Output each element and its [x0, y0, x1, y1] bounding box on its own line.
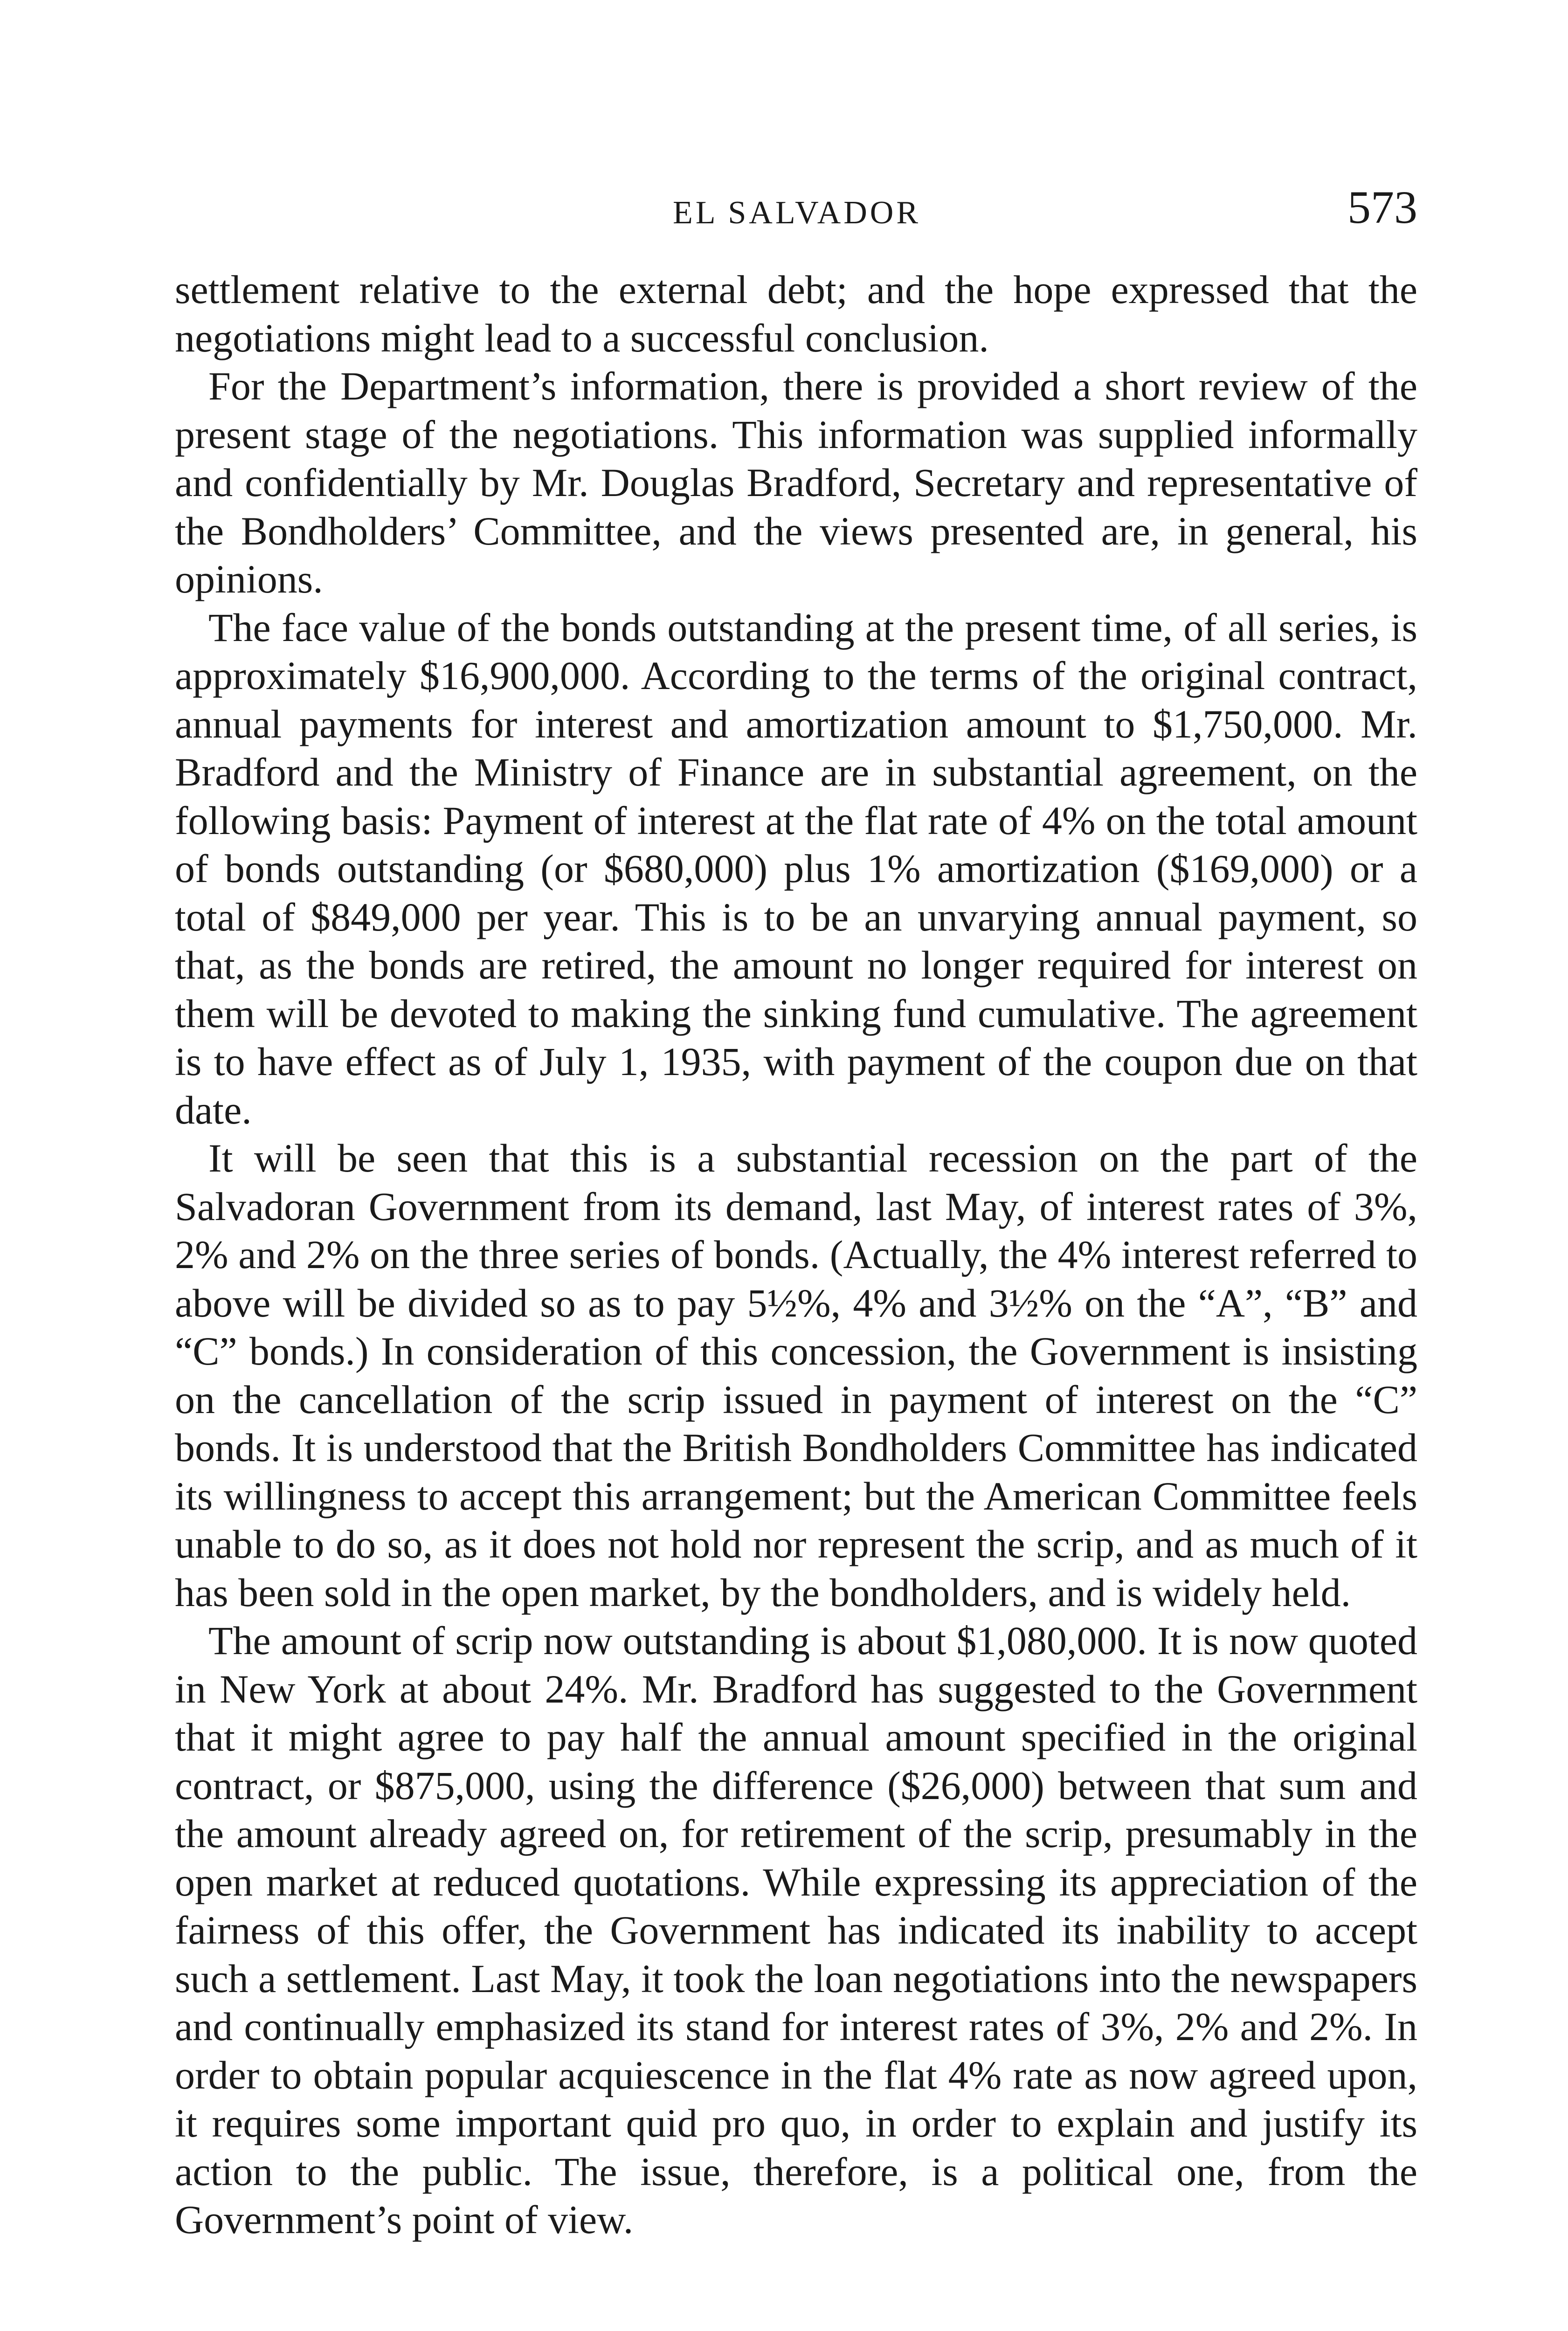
paragraph: The amount of scrip now outstanding is about $1,080,000. It is now quoted in New York at about 24%. Mr. Bradford has suggested to the Government that it might agree to pay half the annual amount specified in the original contract, or $875,000, using the difference ($26,000) between that sum and the amount already agreed on, for retirement of the scrip, presumably in the open market at reduced quotations. While expressing its appreciation of the fairness of this offer, the Government has indicated its inability to accept such a settlement. Last May, it took the loan negotiations into the newspapers and continually emphasized its stand for interest rates of 3%, 2% and 2%. In order to obtain popular acquiescence in the flat 4% rate as now agreed upon, it requires some important quid pro quo, in order to explain and justify its action to the public. The issue, therefore, is a political one, from the Government’s point of view. [175, 1618, 1417, 2242]
paragraph: The face value of the bonds outstanding at the present time, of all series, is approximately $16,900,000. According to the terms of the original contract, annual payments for interest and amortization amount to $1,750,000. Mr. Bradford and the Ministry of Finance are in substantial agreement, on the following basis: Payment of interest at the flat rate of 4% on the total amount of bonds outstanding (or $680,000) plus 1% amortization ($169,000) or a total of $849,000 per year. This is to be an unvarying annual payment, so that, as the bonds are retired, the amount no longer required for interest on them will be devoted to making the sinking fund cumulative. The agreement is to have effect as of July 1, 1935, with payment of the coupon due on that date. [175, 605, 1417, 1132]
paragraph-continued: settlement relative to the external debt; and the hope expressed that the negotiations might lead to a successful conclusion. [175, 267, 1417, 360]
running-title: EL SALVADOR [672, 195, 921, 231]
body-text [175, 266, 1417, 2244]
page-number: 573 [1347, 181, 1417, 233]
paragraph: For the Department’s information, there is provided a short review of the present stage of the negotiations. This information was supplied informally and confidentially by Mr. Douglas Bradford, Secretary and representative of the Bondholders’ Committee, and the views presented are, in general, his opinions. [175, 364, 1417, 601]
paragraph: It will be seen that this is a substantial recession on the part of the Salvadoran Government from its demand, last May, of interest rates of 3%, 2% and 2% on the three series of bonds. (Actually, the 4% interest referred to above will be divided so as to pay 5½%, 4% and 3½% on the “A”, “B” and “C” bonds.) In consideration of this concession, the Government is insisting on the cancellation of the scrip issued in payment of interest on the “C” bonds. It is understood that the British Bondholders Committee has indicated its willingness to accept this arrangement; but the American Committee feels unable to do so, as it does not hold nor represent the scrip, and as much of it has been sold in the open market, by the bondholders, and is widely held. [175, 1136, 1417, 1615]
running-head [176, 181, 1417, 240]
